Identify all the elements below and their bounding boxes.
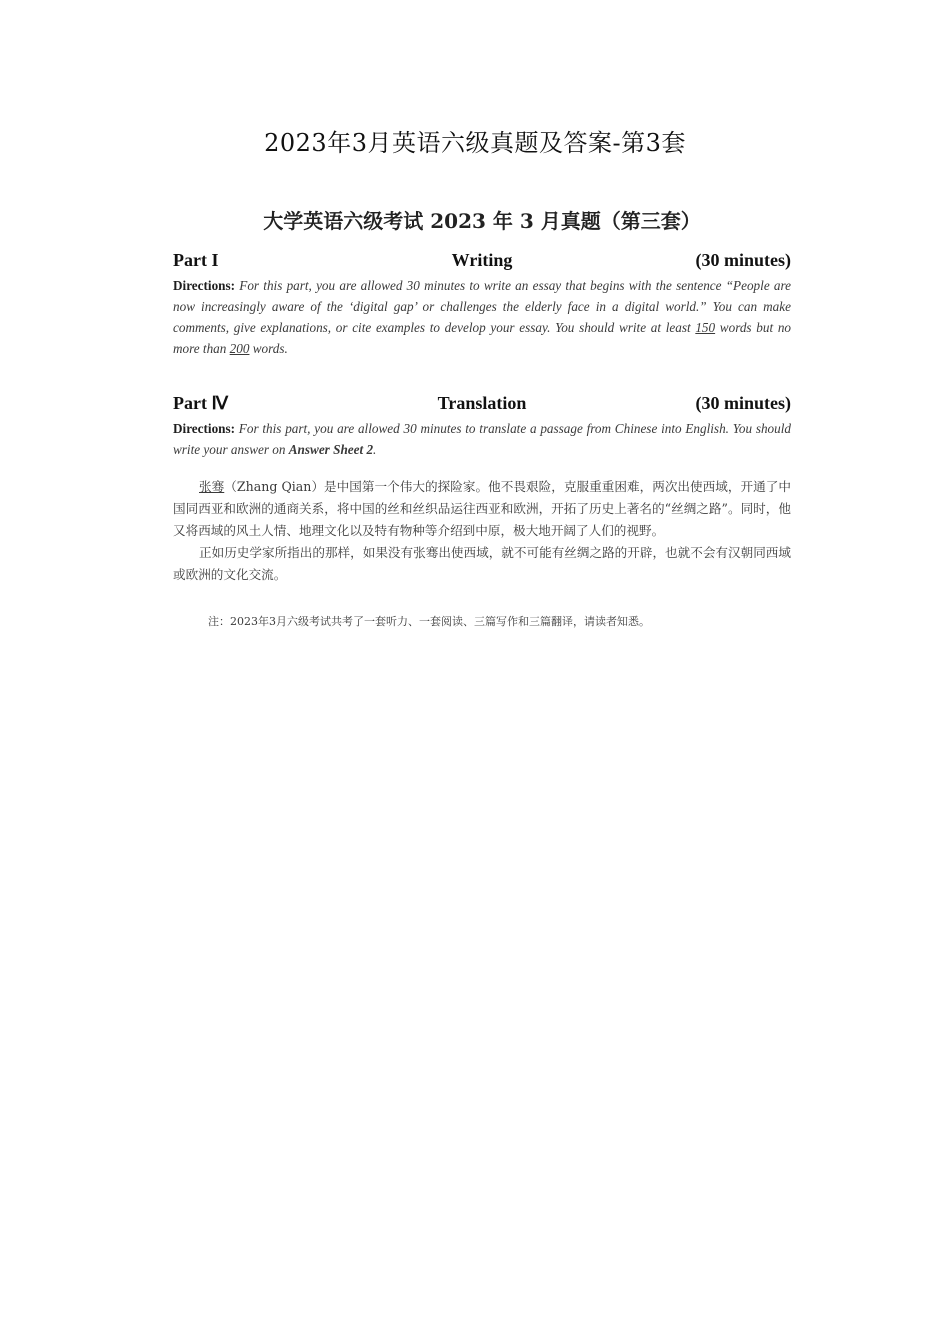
exam-paper — [173, 195, 791, 586]
part-4-directions-label: Directions: — [173, 421, 236, 436]
passage-paragraph-1-text: （Zhang Qian）是中国第一个伟大的探险家。他不畏艰险，克服重重困难，两次出使西域，开通了中国同西亚和欧洲的通商关系，将中国的丝和丝织品运往西亚和欧洲，开拓了历史上著名的“丝绸之路”。同时，他又将西域的风土人情、地理文化以及特有物种等介绍到中原，极大地开阔了人们的视野。 — [173, 479, 791, 538]
part-1-max-words: 200 — [229, 341, 250, 356]
part-4-directions-text: For this part, you are allowed 30 minutes to translate a passage from Chinese into English. You should write your answer on — [173, 421, 791, 457]
part-1-number: Part I — [173, 250, 219, 270]
footnote: 注：2023年3月六级考试共考了一套听力、一套阅读、三篇写作和三篇翻译，请读者知悉。 — [208, 615, 650, 628]
part-1-name: Writing — [451, 250, 513, 270]
passage-paragraph-1 — [173, 476, 791, 542]
part-1-directions-text-3: words. — [249, 341, 288, 356]
part-4-header — [173, 393, 791, 414]
part-4-directions — [173, 418, 791, 460]
part-1-time: (30 minutes) — [695, 250, 791, 270]
part-4-name: Translation — [437, 393, 527, 413]
part-1-directions-text: For this part, you are allowed 30 minutes to write an essay that begins with the sentence “People are now increasingly aware of the ‘digital gap’ or challenges the elderly face in a digital world.” You can make comments, give explanations, or cite examples to develop your essay. You should write at least — [173, 278, 791, 335]
part-4-directions-text-2: . — [373, 442, 377, 457]
document-title: 2023年3月英语六级真题及答案-第3套 — [264, 129, 686, 157]
part-1-header — [173, 250, 791, 271]
passage-paragraph-2: 正如历史学家所指出的那样，如果没有张骞出使西域，就不可能有丝绸之路的开辟，也就不会有汉朝同西域或欧洲的文化交流。 — [173, 545, 791, 582]
part-1-directions-text-2: words but no more than — [173, 320, 792, 356]
part-1-directions — [173, 275, 791, 359]
part-4-time: (30 minutes) — [695, 393, 791, 413]
part-4-number: Part Ⅳ — [173, 393, 229, 413]
part-1-directions-label: Directions: — [173, 278, 236, 293]
answer-sheet-label: Answer Sheet 2 — [288, 442, 374, 457]
exam-title: 大学英语六级考试 2023 年 3 月真题（第三套） — [263, 209, 701, 233]
part-1-min-words: 150 — [695, 320, 716, 335]
passage-name-zhang-qian: 张骞 — [199, 479, 225, 494]
